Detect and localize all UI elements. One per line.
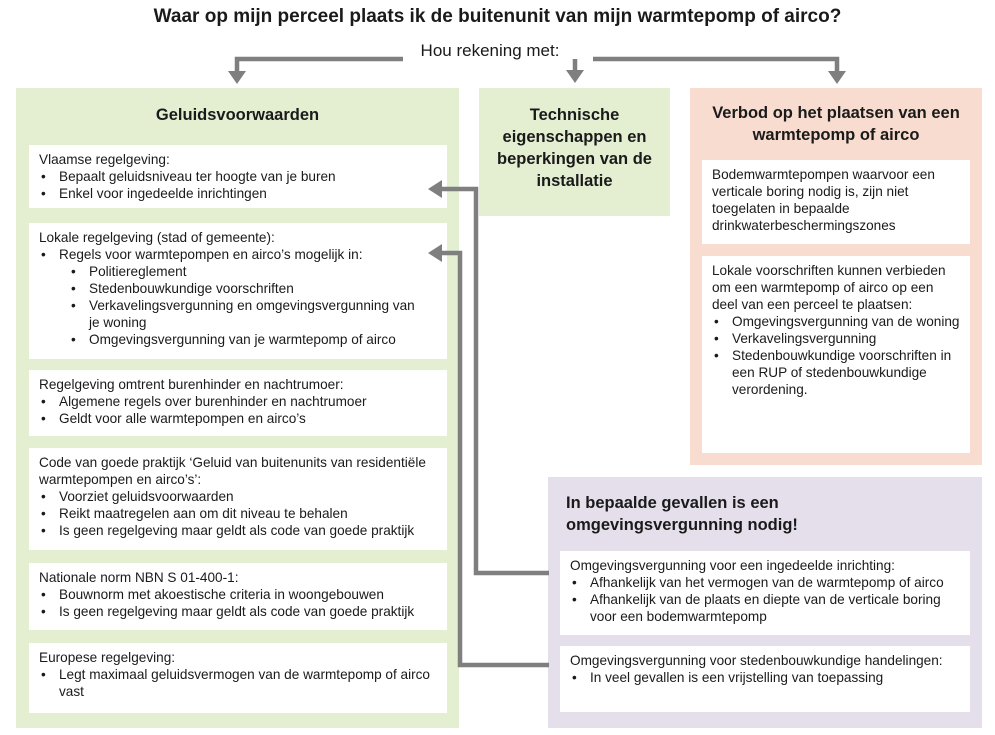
arrowhead-vlaamse (428, 180, 442, 198)
arrow-line-to-vlaamse (441, 189, 549, 573)
arrow-line-to-lokale (441, 253, 549, 665)
arrowhead-technisch (566, 70, 584, 83)
list-item: • Voorziet geluidsvoorwaarden (39, 488, 439, 505)
card-heading: Nationale norm NBN S 01-400-1: (39, 570, 239, 585)
arrow-line-to-verbod (593, 59, 837, 72)
list-item: • Verkavelingsvergunning (712, 330, 962, 347)
list-item: • In veel gevallen is een vrijstelling van toepassing (570, 669, 962, 686)
list-item: • Afhankelijk van de plaats en diepte van de verticale boring voor een bodemwarmtepomp (570, 591, 962, 625)
card-heading: Lokale regelgeving (stad of gemeente): (39, 230, 275, 245)
card-heading: Omgevingsvergunning voor een ingedeelde inrichting: (570, 558, 895, 573)
diagram-title: Waar op mijn perceel plaats ik de buitenunit van mijn warmtepomp of airco? (153, 6, 842, 27)
card-heading: Europese regelgeving: (39, 650, 176, 665)
card-heading: Bodemwarmtepompen waarvoor een verticale boring nodig is, zijn niet toegelaten in bepaalde drinkwaterbeschermingszones (712, 167, 935, 233)
list-item: • Afhankelijk van het vermogen van de warmtepomp of airco (570, 574, 962, 591)
list-item: • Is geen regelgeving maar geldt als code van goede praktijk (39, 522, 439, 539)
sub-list-item: • Stedenbouwkundige voorschriften (39, 280, 439, 297)
card-heading: Omgevingsvergunning voor stedenbouwkundige handelingen: (570, 653, 943, 668)
list-item: • Is geen regelgeving maar geldt als code van goede praktijk (39, 603, 439, 620)
list-item: • Bouwnorm met akoestische criteria in woongebouwen (39, 586, 439, 603)
panel-title-technisch: Technische eigenschappen en beperkingen van de installatie (497, 106, 652, 190)
list-item: • Omgevingsvergunning van de woning (712, 313, 962, 330)
sub-list-item: • Verkavelingsvergunning en omgevingsvergunning van je woning (39, 297, 439, 331)
list-item: • Stedenbouwkundige voorschriften in een RUP of stedenbouwkundige verordening. (712, 347, 962, 398)
arrowhead-verbod (828, 71, 846, 84)
list-item: • Legt maximaal geluidsvermogen van de warmtepomp of airco vast (39, 666, 439, 700)
list-item: • Reikt maatregelen aan om dit niveau te behalen (39, 505, 439, 522)
card-heading: Lokale voorschriften kunnen verbieden om een warmtepomp of airco op een deel van een perceel te plaatsen: (712, 263, 946, 312)
sub-list-item: • Omgevingsvergunning van je warmtepomp of airco (39, 331, 439, 348)
list-item: • Bepaalt geluidsniveau ter hoogte van je buren (39, 168, 439, 185)
list-item: • Algemene regels over burenhinder en nachtrumoer (39, 393, 439, 410)
panel-title-verbod: Verbod op het plaatsen van een warmtepomp of airco (712, 104, 960, 144)
panel-title-geluid: Geluidsvoorwaarden (155, 106, 320, 124)
list-item: • Regels voor warmtepompen en airco’s mogelijk in: (39, 246, 439, 263)
panel-title-vergunning: In bepaalde gevallen is een omgevingsvergunning nodig! (566, 494, 798, 534)
arrowhead-geluid (228, 71, 246, 84)
sub-list-item: • Politiereglement (39, 263, 439, 280)
card-heading: Code van goede praktijk ‘Geluid van buitenunits van residentiële warmtepompen en airco’s’: (39, 455, 426, 487)
arrowhead-lokale (428, 244, 442, 262)
arrow-line-to-geluid (237, 59, 403, 72)
card-heading: Regelgeving omtrent burenhinder en nachtrumoer: (39, 377, 344, 392)
intro-label: Hou rekening met: (420, 41, 560, 60)
card-heading: Vlaamse regelgeving: (39, 152, 170, 167)
list-item: • Enkel voor ingedeelde inrichtingen (39, 185, 439, 202)
list-item: • Geldt voor alle warmtepompen en airco’s (39, 410, 439, 427)
